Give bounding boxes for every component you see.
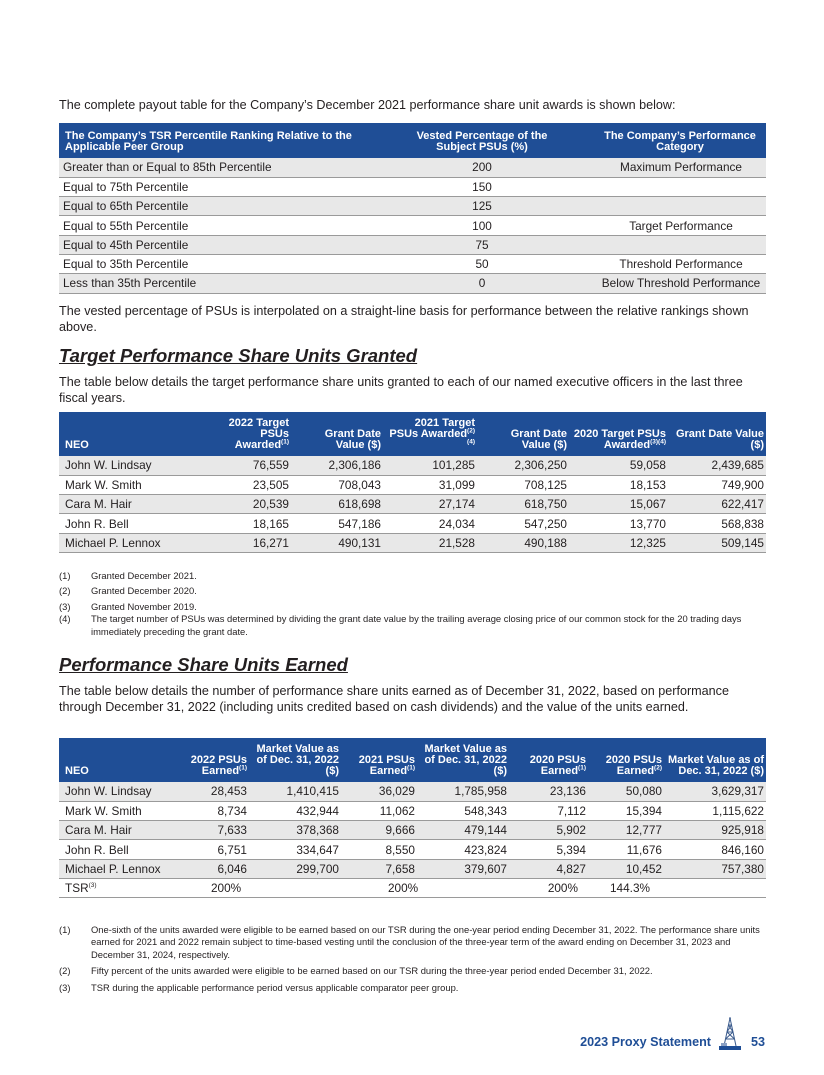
table-cell: 144.3% xyxy=(588,878,664,897)
table-cell: 12,777 xyxy=(588,821,664,840)
table-cell: 708,043 xyxy=(291,475,383,494)
table-cell: 150 xyxy=(404,177,560,196)
table-cell: 13,770 xyxy=(569,514,668,533)
column-header: Grant Date Value ($) xyxy=(477,412,569,456)
table-cell: 15,067 xyxy=(569,495,668,514)
table-cell: 7,112 xyxy=(509,801,588,820)
table-cell: 622,417 xyxy=(668,495,766,514)
table-cell: Mark W. Smith xyxy=(59,475,216,494)
table-cell: 101,285 xyxy=(383,456,477,475)
table-cell: Equal to 55th Percentile xyxy=(59,216,404,235)
column-header: Grant Date Value ($) xyxy=(291,412,383,456)
table-cell: 618,750 xyxy=(477,495,569,514)
table-row xyxy=(59,840,766,859)
table-cell: 490,188 xyxy=(477,533,569,552)
table-row xyxy=(59,456,766,475)
table-cell: 432,944 xyxy=(249,801,341,820)
table-cell: Michael P. Lennox xyxy=(59,533,216,552)
table-cell: 16,271 xyxy=(216,533,291,552)
table-cell: 100 xyxy=(404,216,560,235)
footnote: (1) One-sixth of the units awarded were eligible to be earned based on our TSR during the one-year period ending December 31, 2022. The performance share units earned for 2021 and 2022 remain subject to time-based vesting until the conclusion of the three-year term of the award ending on December 31, 2023 and December 31, 2024, respectively. xyxy=(59,924,760,960)
table-cell: John R. Bell xyxy=(59,840,177,859)
tsr-row xyxy=(59,878,766,897)
column-header: Market Value as of Dec. 31, 2022 ($) xyxy=(249,738,341,782)
footnote: (3) Granted November 2019. xyxy=(59,600,197,612)
table-cell: 7,658 xyxy=(341,859,417,878)
table-row xyxy=(59,495,766,514)
table-cell: 618,698 xyxy=(291,495,383,514)
table-cell: 4,827 xyxy=(509,859,588,878)
table-cell: 10,452 xyxy=(588,859,664,878)
table-header-row xyxy=(59,738,766,782)
table-row xyxy=(59,821,766,840)
table-cell: 8,734 xyxy=(177,801,249,820)
table-row xyxy=(59,533,766,552)
table-cell: 18,165 xyxy=(216,514,291,533)
table-cell: 28,453 xyxy=(177,782,249,801)
table-cell: 568,838 xyxy=(668,514,766,533)
table-row xyxy=(59,782,766,801)
column-header: The Company’s TSR Percentile Ranking Relative to the Applicable Peer Group xyxy=(59,123,404,158)
section-heading-granted: Target Performance Share Units Granted xyxy=(59,345,418,366)
table-cell: 547,186 xyxy=(291,514,383,533)
table-cell: Threshold Performance xyxy=(560,254,766,273)
footer-title: 2023 Proxy Statement xyxy=(580,1035,711,1049)
table-cell: Equal to 75th Percentile xyxy=(59,177,404,196)
table-row xyxy=(59,801,766,820)
page-number: 53 xyxy=(750,1035,765,1049)
derrick-icon xyxy=(715,1016,745,1052)
table-cell: 125 xyxy=(404,197,560,216)
column-header: Market Value as of Dec. 31, 2022 ($) xyxy=(664,738,766,782)
table-cell: 76,559 xyxy=(216,456,291,475)
table-cell: 379,607 xyxy=(417,859,509,878)
intro-text: The complete payout table for the Company’s December 2021 performance share unit awards is shown below: xyxy=(59,98,676,112)
table-cell: 548,343 xyxy=(417,801,509,820)
table-cell: 925,918 xyxy=(664,821,766,840)
table-cell xyxy=(664,878,766,897)
table-cell: 1,115,622 xyxy=(664,801,766,820)
table-cell: 749,900 xyxy=(668,475,766,494)
table-cell: 3,629,317 xyxy=(664,782,766,801)
column-header: Grant Date Value ($) xyxy=(668,412,766,456)
table-cell: Less than 35th Percentile xyxy=(59,274,404,293)
table-row xyxy=(59,475,766,494)
table-row xyxy=(59,514,766,533)
column-header: The Company’s Performance Category xyxy=(560,123,766,158)
table-cell: 50 xyxy=(404,254,560,273)
table-cell: 846,160 xyxy=(664,840,766,859)
table-cell: Michael P. Lennox xyxy=(59,859,177,878)
table-cell: 299,700 xyxy=(249,859,341,878)
table-cell xyxy=(560,177,766,196)
table-cell: Mark W. Smith xyxy=(59,801,177,820)
table-cell: Cara M. Hair xyxy=(59,821,177,840)
column-header: 2022 PSUs Earned$^{(1)}$ xyxy=(177,738,249,782)
table-cell: 0 xyxy=(404,274,560,293)
table-cell: John W. Lindsay xyxy=(59,782,177,801)
table-cell: Equal to 35th Percentile xyxy=(59,254,404,273)
table-cell: 200% xyxy=(177,878,341,897)
table-cell: 6,046 xyxy=(177,859,249,878)
table-cell: 11,062 xyxy=(341,801,417,820)
table-cell xyxy=(560,235,766,254)
table-cell: Equal to 45th Percentile xyxy=(59,235,404,254)
table-cell xyxy=(560,197,766,216)
table-cell: 6,751 xyxy=(177,840,249,859)
table-cell: 757,380 xyxy=(664,859,766,878)
table-cell: 200% xyxy=(341,878,509,897)
granted-footnotes xyxy=(59,570,766,638)
table-cell: 479,144 xyxy=(417,821,509,840)
table-cell: Greater than or Equal to 85th Percentile xyxy=(59,158,404,177)
column-header: NEO xyxy=(59,412,216,456)
column-header: 2020 PSUs Earned$^{(2)}$ xyxy=(588,738,664,782)
table-cell: 20,539 xyxy=(216,495,291,514)
table-cell: John W. Lindsay xyxy=(59,456,216,475)
table-cell: 9,666 xyxy=(341,821,417,840)
table-row xyxy=(59,177,766,196)
table-cell: 36,029 xyxy=(341,782,417,801)
granted-table xyxy=(59,412,766,553)
table-cell: Equal to 65th Percentile xyxy=(59,197,404,216)
table-cell: 15,394 xyxy=(588,801,664,820)
column-header: 2021 Target PSUs Awarded$^{(2)(4)}$ xyxy=(383,412,477,456)
table-cell: 21,528 xyxy=(383,533,477,552)
table-cell: 490,131 xyxy=(291,533,383,552)
column-header: 2020 PSUs Earned$^{(1)}$ xyxy=(509,738,588,782)
table-cell: 31,099 xyxy=(383,475,477,494)
earned-description: The table below details the number of performance share units earned as of December 31, 2022, based on performance through December 31, 2022 (including units credited based on cash dividends) and the value of the units earned. xyxy=(59,684,729,714)
table-cell: 11,676 xyxy=(588,840,664,859)
table-cell: 2,306,250 xyxy=(477,456,569,475)
granted-description: The table below details the target performance share units granted to each of our named executive officers in the last three fiscal years. xyxy=(59,375,743,405)
table-cell: 8,550 xyxy=(341,840,417,859)
table-cell: 334,647 xyxy=(249,840,341,859)
column-header: 2022 Target PSUs Awarded$^{(1)}$ xyxy=(216,412,291,456)
table-cell: 59,058 xyxy=(569,456,668,475)
column-header: 2020 Target PSUs Awarded$^{(3)(4)}$ xyxy=(569,412,668,456)
table-cell: 378,368 xyxy=(249,821,341,840)
table-cell: 2,439,685 xyxy=(668,456,766,475)
table-header-row xyxy=(59,123,766,158)
table-cell: 23,136 xyxy=(509,782,588,801)
earned-table xyxy=(59,738,766,898)
table-row xyxy=(59,216,766,235)
footnote: (3) TSR during the applicable performance period versus applicable comparator peer group. xyxy=(59,981,459,993)
table-cell: 1,410,415 xyxy=(249,782,341,801)
table-cell: 547,250 xyxy=(477,514,569,533)
table-row xyxy=(59,197,766,216)
column-header: Market Value as of Dec. 31, 2022 ($) xyxy=(417,738,509,782)
table-cell: 23,505 xyxy=(216,475,291,494)
table-cell: 12,325 xyxy=(569,533,668,552)
table-cell: 200% xyxy=(509,878,588,897)
table-cell: 75 xyxy=(404,235,560,254)
column-header: 2021 PSUs Earned$^{(1)}$ xyxy=(341,738,417,782)
tsr-label: TSR$^{(3)}$ xyxy=(59,878,177,897)
page-footer xyxy=(580,1016,765,1052)
earned-footnotes xyxy=(59,924,766,994)
table-cell: Target Performance xyxy=(560,216,766,235)
table-row xyxy=(59,859,766,878)
table-cell: John R. Bell xyxy=(59,514,216,533)
table-cell: 5,902 xyxy=(509,821,588,840)
table-cell: 1,785,958 xyxy=(417,782,509,801)
table-cell: 5,394 xyxy=(509,840,588,859)
table-cell: 24,034 xyxy=(383,514,477,533)
table-cell: 509,145 xyxy=(668,533,766,552)
table-cell: Cara M. Hair xyxy=(59,495,216,514)
table-cell: 27,174 xyxy=(383,495,477,514)
footnote: (2) Fifty percent of the units awarded were eligible to be earned based on our TSR during the three-year period ended December 31, 2022. xyxy=(59,965,653,977)
footnote: (2) Granted December 2020. xyxy=(59,585,197,597)
footnote: (4) The target number of PSUs was determined by dividing the grant date value by the trailing average closing price of our common stock for the 20 trading days immediately preceding the grant date. xyxy=(59,613,742,637)
table-row xyxy=(59,254,766,273)
interpolation-note: The vested percentage of PSUs is interpolated on a straight-line basis for performance between the relative rankings shown above. xyxy=(59,304,749,334)
table-cell: Below Threshold Performance xyxy=(560,274,766,293)
table-row xyxy=(59,158,766,177)
table-header-row xyxy=(59,412,766,456)
column-header: NEO xyxy=(59,738,177,782)
table-row xyxy=(59,235,766,254)
table-cell: 708,125 xyxy=(477,475,569,494)
footnote: (1) Granted December 2021. xyxy=(59,570,197,581)
payout-table xyxy=(59,123,766,294)
column-header: Vested Percentage of the Subject PSUs (%) xyxy=(404,123,560,158)
table-row xyxy=(59,274,766,293)
table-cell: 18,153 xyxy=(569,475,668,494)
table-cell: 423,824 xyxy=(417,840,509,859)
table-cell: 7,633 xyxy=(177,821,249,840)
table-cell: 200 xyxy=(404,158,560,177)
table-cell: 50,080 xyxy=(588,782,664,801)
section-heading-earned: Performance Share Units Earned xyxy=(59,654,348,675)
table-cell: Maximum Performance xyxy=(560,158,766,177)
table-cell: 2,306,186 xyxy=(291,456,383,475)
